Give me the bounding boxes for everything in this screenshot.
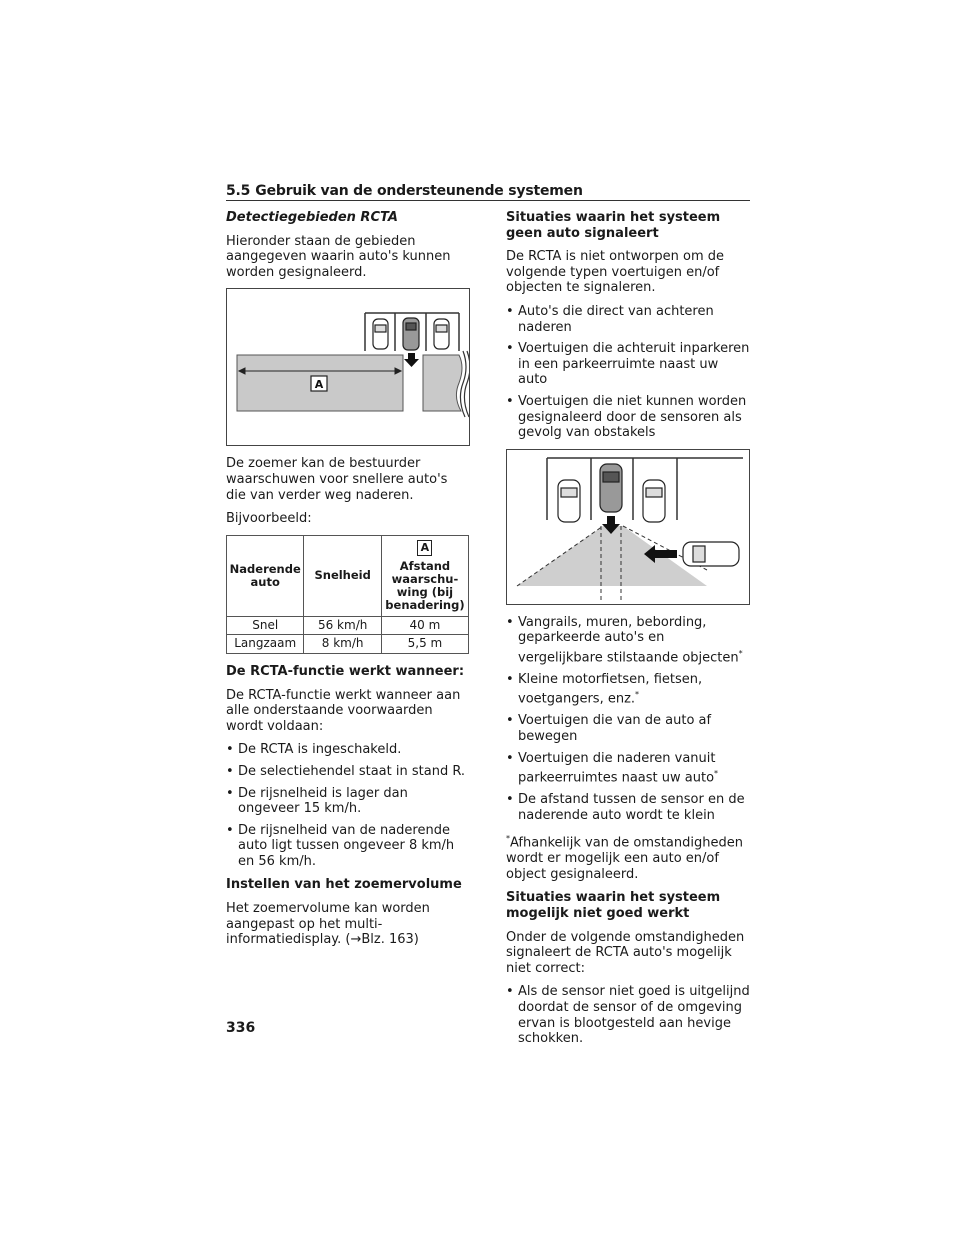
heading-rcta-works: De RCTA-functie werkt wanneer: — [226, 663, 465, 679]
table-row — [227, 616, 469, 635]
table-row — [227, 635, 469, 654]
list-item: • Voertuigen die naderen vanuit parkeerruimtes naast uw auto* — [506, 751, 750, 787]
paragraph-may-not-work: Onder de volgende omstandigheden signaleert de RCTA auto's mogelijk niet correct: — [506, 929, 745, 976]
col-speed: Snelheid — [304, 535, 381, 616]
not-detected-list-1 — [506, 304, 750, 441]
section-number: 5.5 — [226, 183, 251, 199]
detection-area-right — [423, 355, 462, 411]
paragraph-not-designed: De RCTA is niet ontworpen om de volgende typen voertuigen en/of objecten te signaleren. — [506, 249, 724, 296]
list-item: • De rijsnelheid van de naderende auto ligt tussen ongeveer 8 km/h en 56 km/h. — [226, 823, 470, 870]
label-a: A — [314, 378, 324, 392]
list-item: • De selectiehendel staat in stand R. — [226, 764, 470, 780]
approaching-car — [683, 542, 739, 566]
label-a-box: A — [417, 540, 432, 556]
list-item: • De afstand tussen de sensor en de naderende auto wordt te klein — [506, 792, 750, 823]
paragraph-buzzer-volume: Het zoemervolume kan worden aangepast op het multi-informatiedisplay. (→Blz. 163) — [226, 901, 430, 948]
list-item: • Voertuigen die niet kunnen worden gesignaleerd door de sensoren als gevolg van obstakels — [506, 394, 750, 441]
table-cell: Snel — [227, 616, 304, 635]
list-item: • Voertuigen die van de auto af bewegen — [506, 713, 750, 744]
paragraph-areas-intro: Hieronder staan de gebieden aangegeven waarin auto's kunnen worden gesignaleerd. — [226, 233, 451, 280]
col-warning-distance-label: Afstand waarschu-wing (bij benadering) — [385, 558, 465, 612]
list-item: • De RCTA is ingeschakeld. — [226, 742, 470, 758]
table-cell: 8 km/h — [304, 635, 381, 654]
list-item: • De rijsnelheid is lager dan ongeveer 15 km/h. — [226, 786, 470, 817]
parked-car-right — [643, 480, 665, 522]
own-car — [403, 318, 419, 350]
table-cell: 5,5 m — [381, 635, 468, 654]
paragraph-example: Bijvoorbeeld: — [226, 511, 312, 527]
footnote: *Afhankelijk van de omstandigheden wordt er mogelijk een auto en/of object gesignaleerd. — [506, 834, 743, 882]
paragraph-buzzer: De zoemer kan de bestuurder waarschuwen voor snellere auto's die van verder weg naderen. — [226, 456, 448, 503]
own-car — [600, 464, 622, 512]
page-number: 336 — [226, 1020, 256, 1036]
parked-car-right — [434, 319, 449, 349]
col-approaching-car: Naderende auto — [227, 535, 304, 616]
conditions-list — [226, 742, 470, 869]
parked-car-left — [373, 319, 388, 349]
list-item: • Als de sensor niet goed is uitgelijnd doordat de sensor of de omgeving ervan is blootgesteld aan hevige schokken. — [506, 984, 750, 1046]
right-column — [506, 210, 750, 1055]
list-item: • Voertuigen die achteruit inparkeren in een parkeerruimte naast uw auto — [506, 341, 750, 388]
heading-buzzer-volume: Instellen van het zoemervolume — [226, 877, 462, 893]
heading-may-not-work: Situaties waarin het systeem mogelijk niet goed werkt — [506, 890, 721, 921]
list-item: • Auto's die direct van achteren naderen — [506, 304, 750, 335]
list-item: • Vangrails, muren, bebording, geparkeerde auto's en vergelijkbare stilstaande objecten* — [506, 615, 750, 666]
obstacle-figure — [506, 449, 750, 605]
col-warning-distance — [381, 535, 468, 616]
speed-distance-table — [226, 535, 469, 654]
detection-area-figure — [226, 288, 470, 446]
parked-car-left — [558, 480, 580, 522]
left-column — [226, 210, 470, 956]
section-header — [226, 180, 750, 201]
heading-detection-areas: Detectiegebieden RCTA — [226, 210, 398, 225]
table-cell: Langzaam — [227, 635, 304, 654]
heading-not-detected: Situaties waarin het systeem geen auto signaleert — [506, 210, 721, 241]
may-not-work-list — [506, 984, 750, 1046]
list-item: • Kleine motorfietsen, fietsen, voetgangers, enz.* — [506, 672, 750, 708]
table-cell: 56 km/h — [304, 616, 381, 635]
section-title: Gebruik van de ondersteunende systemen — [255, 183, 583, 199]
paragraph-conditions: De RCTA-functie werkt wanneer aan alle onderstaande voorwaarden wordt voldaan: — [226, 687, 461, 734]
table-cell: 40 m — [381, 616, 468, 635]
not-detected-list-2 — [506, 615, 750, 824]
